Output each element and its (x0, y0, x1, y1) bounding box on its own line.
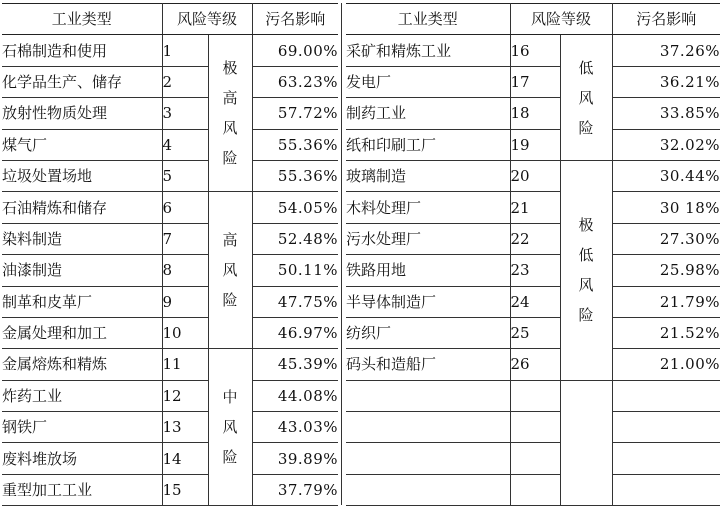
empty-cell (346, 380, 510, 411)
header-stigma-impact: 污名影响 (612, 4, 720, 35)
industry-name: 纸和印刷工厂 (346, 129, 510, 160)
risk-rank: 3 (162, 98, 208, 129)
stigma-impact: 55.36% (252, 160, 338, 191)
industry-name: 重型加工工业 (2, 474, 162, 505)
risk-table-right (346, 3, 720, 506)
table-row (346, 129, 720, 160)
stigma-impact: 46.97% (252, 317, 338, 348)
table-row (2, 66, 338, 97)
industry-name: 石油精炼和储存 (2, 192, 162, 223)
empty-cell (510, 443, 560, 474)
empty-cell (510, 380, 560, 411)
risk-rank: 9 (162, 286, 208, 317)
risk-rank: 25 (510, 317, 560, 348)
stigma-impact: 63.23% (252, 66, 338, 97)
stigma-impact: 69.00% (252, 35, 338, 66)
stigma-impact: 32.02% (612, 129, 720, 160)
table-divider (341, 3, 342, 505)
industry-name: 制革和皮革厂 (2, 286, 162, 317)
risk-level-high (208, 192, 252, 349)
header-risk-level: 风险等级 (162, 4, 252, 35)
industry-name: 码头和造船厂 (346, 349, 510, 380)
industry-name: 金属处理和加工 (2, 317, 162, 348)
table-row (346, 192, 720, 223)
stigma-impact: 50.11% (252, 255, 338, 286)
risk-level-char: 风 (222, 119, 238, 138)
risk-table-left (2, 3, 338, 506)
risk-rank: 15 (162, 474, 208, 505)
risk-rank: 12 (162, 380, 208, 411)
table-row (346, 223, 720, 254)
risk-level-char: 险 (222, 291, 238, 310)
table-row (2, 129, 338, 160)
risk-level-extreme-low (560, 160, 612, 380)
risk-rank: 19 (510, 129, 560, 160)
industry-name: 石棉制造和使用 (2, 35, 162, 66)
industry-name: 采矿和精炼工业 (346, 35, 510, 66)
risk-rank: 1 (162, 35, 208, 66)
industry-name: 垃圾处置场地 (2, 160, 162, 191)
industry-name: 发电厂 (346, 66, 510, 97)
industry-name: 金属熔炼和精炼 (2, 349, 162, 380)
industry-name: 煤气厂 (2, 129, 162, 160)
stigma-impact: 55.36% (252, 129, 338, 160)
table-row (346, 286, 720, 317)
table-row (346, 66, 720, 97)
risk-rank: 23 (510, 255, 560, 286)
header-row (346, 4, 720, 35)
stigma-impact: 44.08% (252, 380, 338, 411)
header-industry-type: 工业类型 (346, 4, 510, 35)
risk-rank: 7 (162, 223, 208, 254)
table-row (2, 474, 338, 505)
risk-rank: 20 (510, 160, 560, 191)
risk-level-char: 险 (578, 118, 594, 137)
header-risk-level: 风险等级 (510, 4, 612, 35)
stigma-impact: 25.98% (612, 255, 720, 286)
risk-level-medium (208, 349, 252, 506)
table-row (2, 223, 338, 254)
table-row (2, 286, 338, 317)
risk-level-char: 低 (578, 246, 594, 265)
table-row (2, 317, 338, 348)
empty-cell (510, 412, 560, 443)
stigma-impact: 21.00% (612, 349, 720, 380)
empty-row (346, 474, 720, 505)
empty-cell (612, 412, 720, 443)
stigma-impact: 43.03% (252, 412, 338, 443)
risk-level-char: 极 (578, 216, 594, 235)
stigma-impact: 47.75% (252, 286, 338, 317)
risk-level-char: 极 (222, 59, 238, 78)
risk-level-extreme-high (208, 35, 252, 192)
table-row (346, 255, 720, 286)
risk-level-char: 险 (578, 306, 594, 325)
risk-rank: 26 (510, 349, 560, 380)
empty-cell (510, 474, 560, 505)
table-row (346, 317, 720, 348)
industry-name: 纺织厂 (346, 317, 510, 348)
header-row (2, 4, 338, 35)
risk-rank: 11 (162, 349, 208, 380)
risk-level-char: 风 (222, 261, 238, 280)
risk-level-char: 风 (578, 276, 594, 295)
stigma-impact: 57.72% (252, 98, 338, 129)
stigma-impact: 33.85% (612, 98, 720, 129)
risk-rank: 21 (510, 192, 560, 223)
empty-cell (612, 474, 720, 505)
table-row (346, 160, 720, 191)
stigma-impact: 27.30% (612, 223, 720, 254)
risk-level-char: 高 (222, 231, 238, 250)
empty-cell (346, 412, 510, 443)
risk-rank: 24 (510, 286, 560, 317)
risk-rank: 8 (162, 255, 208, 286)
risk-rank: 4 (162, 129, 208, 160)
table-row (2, 412, 338, 443)
header-stigma-impact: 污名影响 (252, 4, 338, 35)
table-row (2, 192, 338, 223)
industry-name: 油漆制造 (2, 255, 162, 286)
stigma-impact: 37.26% (612, 35, 720, 66)
table-row (2, 349, 338, 380)
risk-rank: 17 (510, 66, 560, 97)
risk-rank: 2 (162, 66, 208, 97)
table-row (2, 98, 338, 129)
risk-level-char: 险 (222, 448, 238, 467)
stigma-impact: 52.48% (252, 223, 338, 254)
risk-level-char: 风 (222, 418, 238, 437)
stigma-impact: 45.39% (252, 349, 338, 380)
risk-rank: 14 (162, 443, 208, 474)
table-row (2, 443, 338, 474)
stigma-impact: 54.05% (252, 192, 338, 223)
industry-name: 制药工业 (346, 98, 510, 129)
empty-cell (346, 443, 510, 474)
table-row (2, 255, 338, 286)
risk-rank: 13 (162, 412, 208, 443)
industry-name: 炸药工业 (2, 380, 162, 411)
risk-rank: 22 (510, 223, 560, 254)
table-row (2, 160, 338, 191)
empty-cell (612, 443, 720, 474)
table-row (346, 35, 720, 66)
industry-name: 废料堆放场 (2, 443, 162, 474)
empty-row (346, 412, 720, 443)
risk-rank: 18 (510, 98, 560, 129)
risk-rank: 6 (162, 192, 208, 223)
empty-row (346, 443, 720, 474)
stigma-impact: 39.89% (252, 443, 338, 474)
header-industry-type: 工业类型 (2, 4, 162, 35)
table-row (2, 380, 338, 411)
table-row (2, 35, 338, 66)
risk-level-char: 险 (222, 149, 238, 168)
risk-rank: 10 (162, 317, 208, 348)
risk-rank: 5 (162, 160, 208, 191)
risk-level-char: 中 (222, 388, 238, 407)
industry-name: 染料制造 (2, 223, 162, 254)
empty-cell (560, 380, 612, 506)
industry-name: 污水处理厂 (346, 223, 510, 254)
stigma-impact: 21.79% (612, 286, 720, 317)
stigma-impact: 36.21% (612, 66, 720, 97)
risk-level-char: 低 (578, 58, 594, 77)
table-row (346, 98, 720, 129)
stigma-impact: 30.44% (612, 160, 720, 191)
stigma-impact: 21.52% (612, 317, 720, 348)
empty-cell (612, 380, 720, 411)
stigma-impact: 37.79% (252, 474, 338, 505)
industry-name: 钢铁厂 (2, 412, 162, 443)
risk-level-char: 高 (222, 89, 238, 108)
risk-level-low (560, 35, 612, 161)
industry-name: 木料处理厂 (346, 192, 510, 223)
industry-name: 放射性物质处理 (2, 98, 162, 129)
empty-cell (346, 474, 510, 505)
industry-name: 铁路用地 (346, 255, 510, 286)
industry-name: 半导体制造厂 (346, 286, 510, 317)
table-row (346, 349, 720, 380)
industry-name: 玻璃制造 (346, 160, 510, 191)
risk-level-char: 风 (578, 88, 594, 107)
industry-name: 化学品生产、储存 (2, 66, 162, 97)
risk-rank: 16 (510, 35, 560, 66)
stigma-impact: 30 18% (612, 192, 720, 223)
empty-row (346, 380, 720, 411)
